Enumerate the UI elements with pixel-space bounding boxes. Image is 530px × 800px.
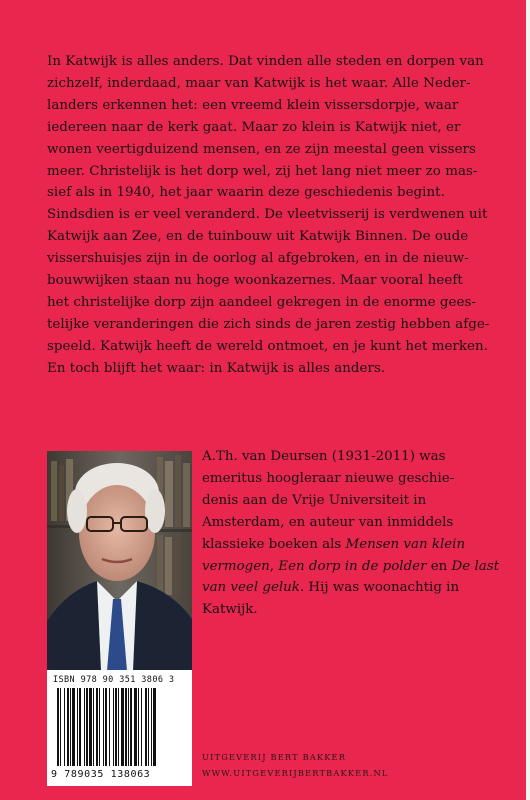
barcode-bar (89, 688, 92, 766)
barcode-bar (134, 688, 137, 766)
barcode-bar (141, 688, 142, 766)
barcode-bar (86, 688, 88, 766)
barcode-bar (79, 688, 81, 766)
bio-text: klassieke boeken als (202, 536, 346, 552)
barcode-bar (103, 688, 104, 766)
barcode-bar (60, 688, 61, 766)
barcode-bar (130, 688, 132, 766)
barcode-bar (57, 688, 59, 766)
publisher-name: UITGEVERIJ BERT BAKKER (202, 752, 347, 762)
barcode-bar (128, 688, 129, 766)
author-photo (47, 451, 192, 671)
blurb-line: landers erkennen het: een vreemd klein vissersdorpje, waar (47, 97, 459, 113)
barcode-bar (99, 688, 100, 766)
book-title: De last (451, 558, 499, 574)
isbn-barcode (47, 670, 192, 786)
barcode-bar (121, 688, 124, 766)
blurb-line: het christelijke dorp zijn aandeel gekregen in de enorme gees- (47, 294, 477, 310)
bio-line (202, 534, 502, 556)
barcode-bar (64, 688, 65, 766)
author-bio (202, 446, 502, 621)
blurb-text (47, 51, 507, 380)
barcode-bar (96, 688, 98, 766)
isbn-label: ISBN 978 90 351 3806 3 (53, 675, 175, 685)
page-edge (526, 0, 530, 800)
bio-line: denis aan de Vrije Universiteit in (202, 492, 427, 508)
barcode-bar (151, 688, 152, 766)
blurb-line: Katwijk aan Zee, en de tuinbouw uit Katwijk Binnen. De oude (47, 229, 469, 245)
book-title: Een dorp in de polder (278, 558, 427, 574)
barcode-bar (84, 688, 85, 766)
barcode-bar (70, 688, 71, 766)
barcode-bar (118, 688, 119, 766)
barcode-bar (77, 688, 78, 766)
blurb-line: speeld. Katwijk heeft de wereld ontmoet, en je kunt het merken. (47, 338, 488, 354)
blurb-line: bouwwijken staan nu hoge woonkazernes. Maar vooral heeft (47, 273, 463, 289)
blurb-line: In Katwijk is alles anders. Dat vinden alle steden en dorpen van (47, 54, 484, 69)
barcode-bar (72, 688, 75, 766)
bio-line (202, 556, 502, 578)
author-portrait-image (47, 451, 192, 671)
publisher-url: WWW.UITGEVERIJBERTBAKKER.NL (202, 768, 389, 778)
barcode-bar (148, 688, 149, 766)
bio-line (202, 577, 502, 599)
blurb-line: zichzelf, inderdaad, maar van Katwijk is het waar. Alle Neder- (47, 75, 471, 91)
bio-line: Amsterdam, en auteur van inmiddels (202, 514, 454, 530)
barcode-digits: 9 789035 138063 (51, 769, 151, 780)
blurb-line: wonen veertigduizend mensen, en ze zijn meestal geen vissers (47, 141, 476, 157)
blurb-line: meer. Christelijk is het dorp wel, zij het lang niet meer zo mas- (47, 163, 478, 179)
bio-line: A.Th. van Deursen (1931-2011) was (202, 449, 446, 464)
barcode-bar (67, 688, 69, 766)
publisher-info (202, 749, 388, 781)
blurb-line: telijke veranderingen die zich sinds de jaren zestig hebben afge- (47, 316, 490, 332)
bio-text: . Hij was woonachtig in (299, 580, 460, 596)
bio-text: , (269, 558, 279, 574)
blurb-line: sief als in 1940, het jaar waarin deze geschiedenis begint. (47, 185, 445, 201)
blurb-line: vissershuisjes zijn in de oorlog al afgebroken, en in de nieuw- (47, 251, 469, 267)
blurb-line: iedereen naar de kerk gaat. Maar zo klein is Katwijk niet, er (47, 119, 461, 135)
barcode-bar (153, 688, 156, 766)
blurb-line: Sindsdien is er veel veranderd. De vleetvisserij is verdwenen uit (47, 207, 488, 223)
barcode-bar (113, 688, 114, 766)
bio-line: Katwijk. (202, 602, 258, 618)
barcode-bar (109, 688, 110, 766)
barcode-bar (115, 688, 117, 766)
book-title: van veel geluk (202, 580, 300, 596)
book-title: vermogen (202, 558, 270, 574)
barcode-bar (145, 688, 147, 766)
bio-line: emeritus hoogleraar nieuwe geschie- (202, 470, 455, 486)
barcode-bar (93, 688, 94, 766)
barcode-bar (125, 688, 127, 766)
barcode-bar (138, 688, 139, 766)
book-title: Mensen van klein (345, 536, 466, 552)
bio-text: en (426, 558, 452, 574)
blurb-line: En toch blijft het waar: in Katwijk is alles anders. (47, 360, 386, 376)
barcode-bar (105, 688, 107, 766)
